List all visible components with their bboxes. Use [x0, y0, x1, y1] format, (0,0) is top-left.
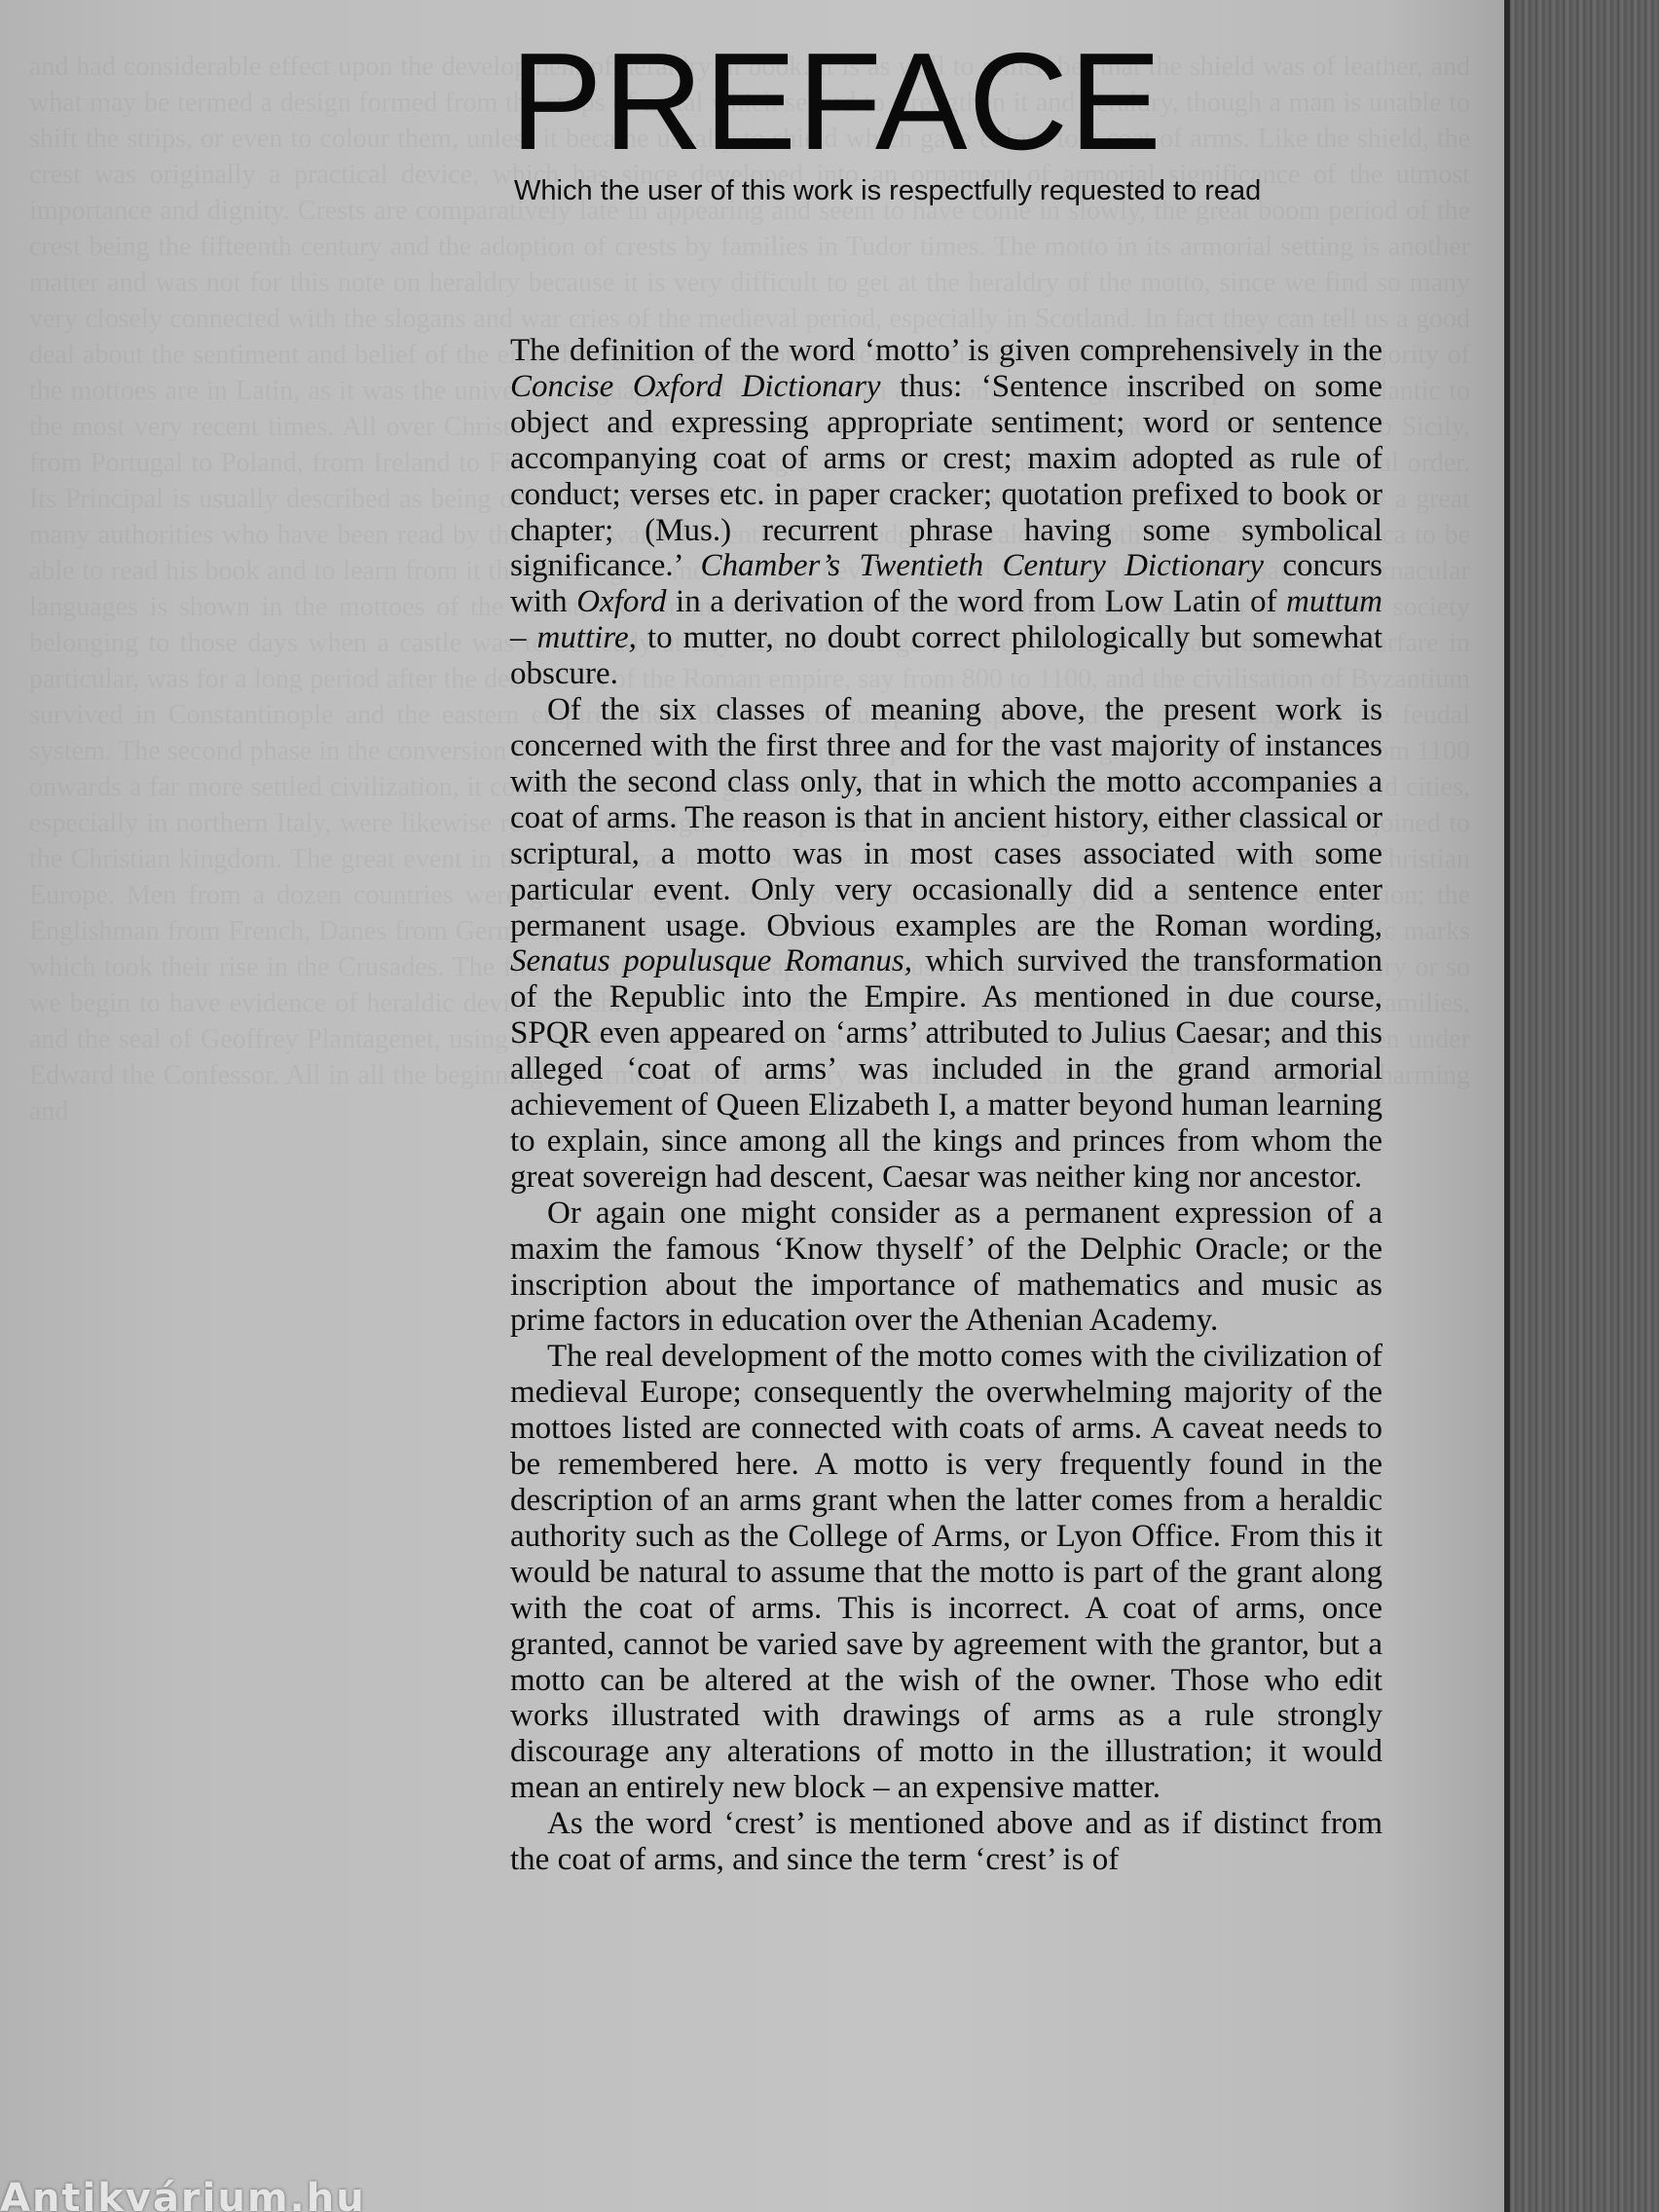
italic-run: Senatus populusque Romanus, — [510, 943, 912, 979]
italic-run: Concise Oxford Dictionary — [510, 368, 881, 404]
wood-background — [1510, 0, 1659, 2212]
text-run: Of the six classes of meaning above, the present work is concerned with the first three and for the vast majority of instances with the second class only, that in which the motto accompanies a coat of arms. The reason is that in ancient history, either classical or scriptural, a motto was in most cases associated with some particular event. Only very occasionally did a sentence enter permanent usage. Obvious examples are the Roman wording, — [510, 692, 1382, 943]
text-run: Or again one might consider as a permanent expression of a maxim the famous ‘Know thyself’ of the Delphic Oracle; or the inscription about the importance of mathematics and music as prime factors in education over the Athenian Academy. — [510, 1195, 1382, 1339]
text-run: concurs with — [510, 548, 1382, 620]
page-title: PREFACE — [510, 24, 1162, 179]
text-run: in a derivation of the word from Low Latin of — [666, 584, 1286, 620]
preface-body — [510, 333, 1382, 1878]
text-run: As the word ‘crest’ is mentioned above and as if distinct from the coat of arms, and since the term ‘crest’ is of — [510, 1806, 1382, 1878]
paragraph-4 — [510, 1339, 1382, 1806]
watermark: Antikvárium.hu — [0, 2176, 366, 2212]
italic-run: muttum – muttire, — [510, 584, 1382, 656]
text-run: The real development of the motto comes with the civilization of medieval Europe; consequently the overwhelming majority of the mottoes listed are connected with coats of arms. A caveat needs to be remembered here. A motto is very frequently found in the description of an arms grant when the latter comes from a heraldic authority such as the College of Arms, or Lyon Office. From this it would be natural to assume that the motto is part of the grant along with the coat of arms. This is incorrect. A coat of arms, once granted, cannot be varied save by agreement with the grantor, but a motto can be altered at the wish of the owner. Those who edit works illustrated with drawings of arms as a rule strongly discourage any alterations of motto in the illustration; it would mean an entirely new block – an expensive matter. — [510, 1339, 1382, 1806]
text-run: The definition of the word ‘motto’ is given comprehensively in the — [510, 333, 1382, 368]
paragraph-3 — [510, 1196, 1382, 1340]
text-run: thus: ‘Sentence inscribed on some object and expressing appropriate sentiment; word or sentence accompanying coat of arms or crest; maxim adopted as rule of conduct; verses etc. in paper cracker; quotation prefixed to book or chapter; (Mus.) recurrent phrase having some symbolical significance.’ — [510, 368, 1382, 584]
paragraph-2 — [510, 692, 1382, 1196]
italic-run: Oxford — [576, 584, 667, 620]
paragraph-5 — [510, 1806, 1382, 1878]
italic-run: Chamber’s Twentieth Century Dictionary — [700, 548, 1265, 584]
text-run: to mutter, no doubt correct philologically but somewhat obscure. — [510, 620, 1382, 692]
paragraph-1 — [510, 333, 1382, 692]
page-subtitle: Which the user of this work is respectfully requested to read — [514, 175, 1262, 206]
text-run: which survived the transformation of the Republic into the Empire. As mentioned in due course, SPQR even appeared on ‘arms’ attributed to Julius Caesar; and this alleged ‘coat of arms’ was included in the grand armorial achievement of Queen Elizabeth I, a matter beyond human learning to explain, since among all the kings and princes from whom the great sovereign had descent, Caesar was neither king nor ancestor. — [510, 943, 1382, 1195]
